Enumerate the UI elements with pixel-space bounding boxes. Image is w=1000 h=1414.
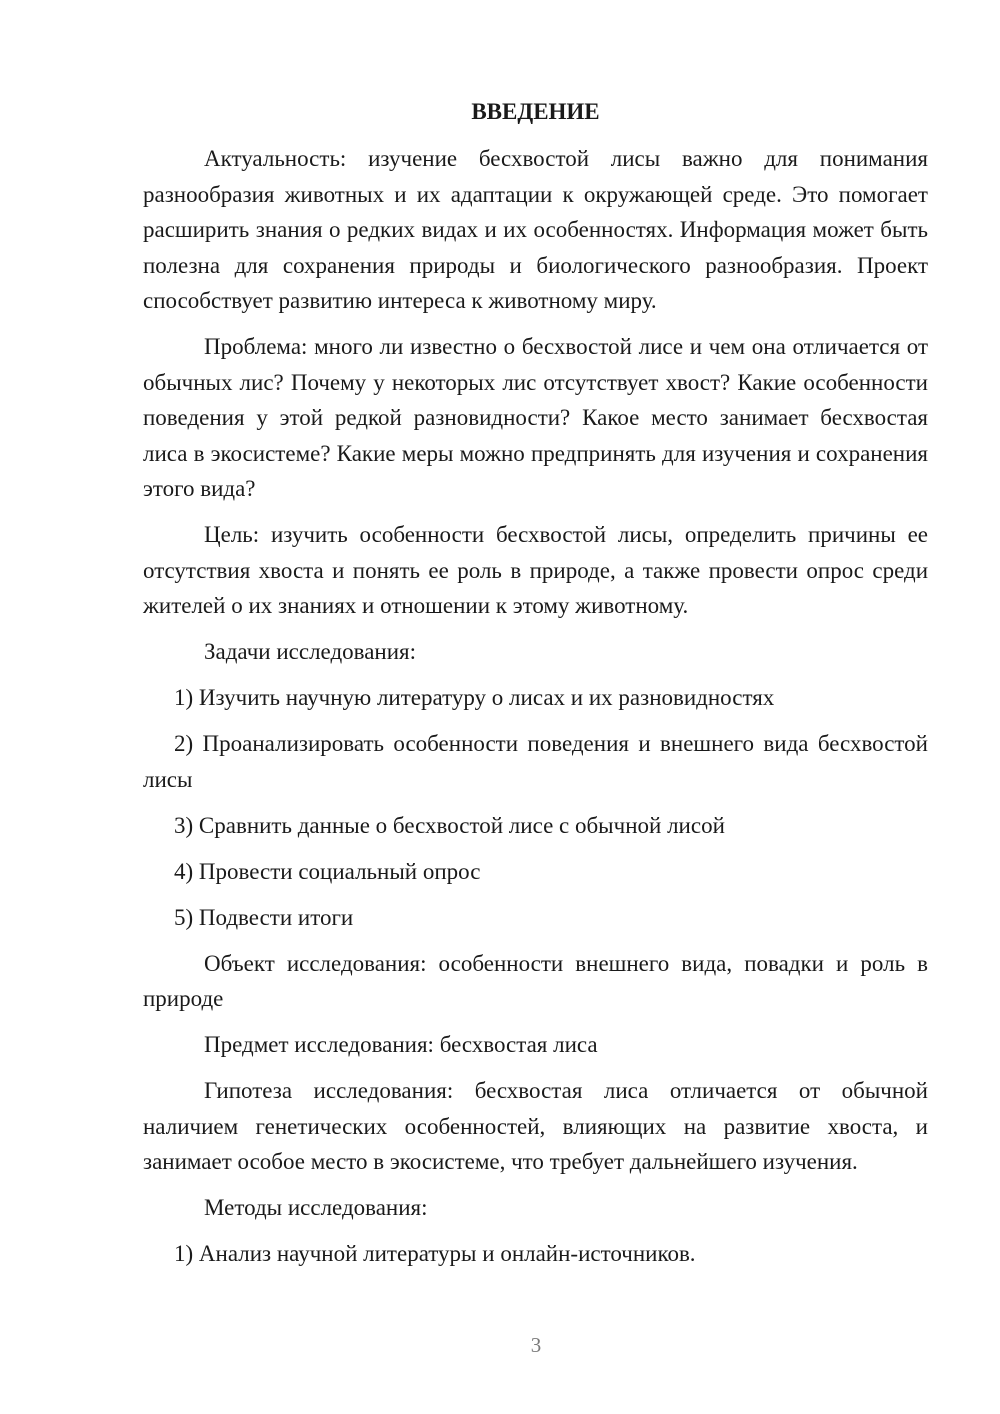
goal-paragraph: Цель: изучить особенности бесхвостой лисы, определить причины ее отсутствия хвоста и понять ее роль в природе, а также провести опрос среди жителей о их знаниях и отношении к этому животному. [143, 522, 928, 618]
task-item-5: 5) Подвести итоги [174, 904, 354, 930]
task-item-3: 3) Сравнить данные о бесхвостой лисе с обычной лисой [174, 812, 725, 838]
subject-paragraph: Предмет исследования: бесхвостая лиса [204, 1032, 598, 1057]
relevance-paragraph: Актуальность: изучение бесхвостой лисы важно для понимания разнообразия животных и их адаптации к окружающей среде. Это помогает расширить знания о редких видах и их особенностях. Информация может быть полезна для сохранения природы и биологического разнообразия. Проект способствует развитию интереса к животному миру. [143, 146, 928, 313]
task-item-1: 1) Изучить научную литературу о лисах и их разновидностях [174, 685, 775, 710]
method-item-1: 1) Анализ научной литературы и онлайн-источников. [174, 1241, 696, 1266]
task-item-2: 2) Проанализировать особенности поведения и внешнего вида бесхвостой лисы [143, 731, 928, 792]
hypothesis-paragraph: Гипотеза исследования: бесхвостая лиса отличается от обычной наличием генетических особенностей, влияющих на развитие хвоста, и занимает особое место в экосистеме, что требует дальнейшего изучения. [143, 1078, 928, 1174]
methods-heading: Методы исследования: [204, 1195, 428, 1220]
problem-paragraph: Проблема: много ли известно о бесхвостой лисе и чем она отличается от обычных лис? Почему у некоторых лис отсутствует хвост? Какие особенности поведения у этой редкой разновидности? Какое место занимает бесхвостая лиса в экосистеме? Какие меры можно предпринять для изучения и сохранения этого вида? [143, 334, 928, 501]
section-title: ВВЕДЕНИЕ [471, 99, 600, 124]
page-content [143, 94, 928, 1282]
tasks-heading: Задачи исследования: [204, 639, 417, 664]
page-number: 3 [530, 1333, 542, 1357]
task-item-4: 4) Провести социальный опрос [174, 858, 481, 884]
object-paragraph: Объект исследования: особенности внешнего вида, повадки и роль в природе [143, 950, 928, 1011]
